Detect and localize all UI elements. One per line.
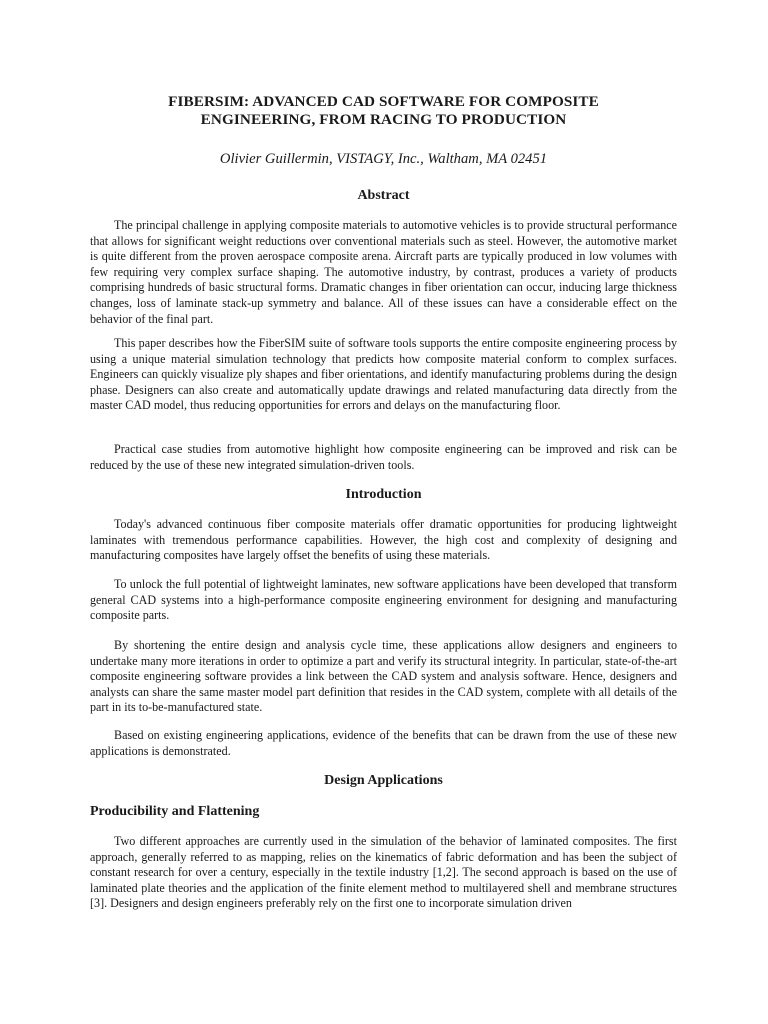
- title-line-2: ENGINEERING, FROM RACING TO PRODUCTION: [200, 111, 567, 128]
- abstract-paragraph-2: This paper describes how the FiberSIM suite of software tools supports the entire composite engineering process by using a unique material simulation technology that predicts how composite material conform to complex surfaces. Engineers can quickly visualize ply shapes and fiber orientations, and identify manufacturing problems during the design phase. Designers can also create and automatically update drawings and related manufacturing data directly from the master CAD model, thus reducing opportunities for errors and delays on the manufacturing floor.: [90, 336, 677, 413]
- introduction-paragraph-3: By shortening the entire design and analysis cycle time, these applications allow designers and engineers to undertake many more iterations in order to optimize a part and verify its structural integrity. In particular, state-of-the-art composite engineering software provides a link between the CAD system and analysis software. Hence, designers and analysts can share the same master model part definition that resides in the CAD system, complete with all details of the part in its to-be-manufactured state.: [90, 638, 677, 715]
- abstract-paragraph-1: The principal challenge in applying composite materials to automotive vehicles is to provide structural performance that allows for significant weight reductions over conventional materials such as steel. However, the automotive market is quite different from the proven aerospace composite arena. Aircraft parts are typically produced in low volumes with few requiring very complex surface shaping. The automotive industry, by contrast, produces a variety of products comprising hundreds of basic structural forms. Dramatic changes in fiber orientation can occur, inducing large thickness changes, loss of laminate stack-up symmetry and balance. All of these issues can have a considerable effect on the behavior of the final part.: [90, 218, 677, 326]
- introduction-heading: Introduction: [345, 487, 422, 502]
- abstract-paragraph-3: Practical case studies from automotive highlight how composite engineering can be improved and risk can be reduced by the use of these new integrated simulation-driven tools.: [90, 442, 677, 472]
- introduction-paragraph-2: To unlock the full potential of lightweight laminates, new software applications have been developed that transform general CAD systems into a high-performance composite engineering environment for designing and manufacturing composite parts.: [90, 577, 677, 623]
- title-line-1: FIBERSIM: ADVANCED CAD SOFTWARE FOR COMPOSITE: [168, 93, 599, 110]
- producibility-subheading: Producibility and Flattening: [90, 804, 260, 819]
- design-paragraph-1: Two different approaches are currently used in the simulation of the behavior of laminated composites. The first approach, generally referred to as mapping, relies on the kinematics of fabric deformation and has been the subject of constant research for over a century, especially in the textile industry [1,2]. The second approach is based on the use of laminated plate theories and the application of the finite element method to multilayered shell and membrane structures [3]. Designers and design engineers preferably rely on the first one to incorporate simulation driven: [90, 834, 677, 911]
- introduction-paragraph-1: Today's advanced continuous fiber composite materials offer dramatic opportunities for producing lightweight laminates with tremendous performance capabilities. However, the high cost and complexity of designing and manufacturing composites have largely offset the benefits of using these materials.: [90, 517, 677, 563]
- design-applications-heading: Design Applications: [324, 773, 443, 788]
- introduction-paragraph-4: Based on existing engineering applications, evidence of the benefits that can be drawn from the use of these new applications is demonstrated.: [90, 728, 677, 758]
- paper-title: [90, 93, 677, 129]
- author-affiliation: Olivier Guillermin, VISTAGY, Inc., Waltham, MA 02451: [219, 151, 548, 167]
- abstract-heading: Abstract: [357, 188, 410, 203]
